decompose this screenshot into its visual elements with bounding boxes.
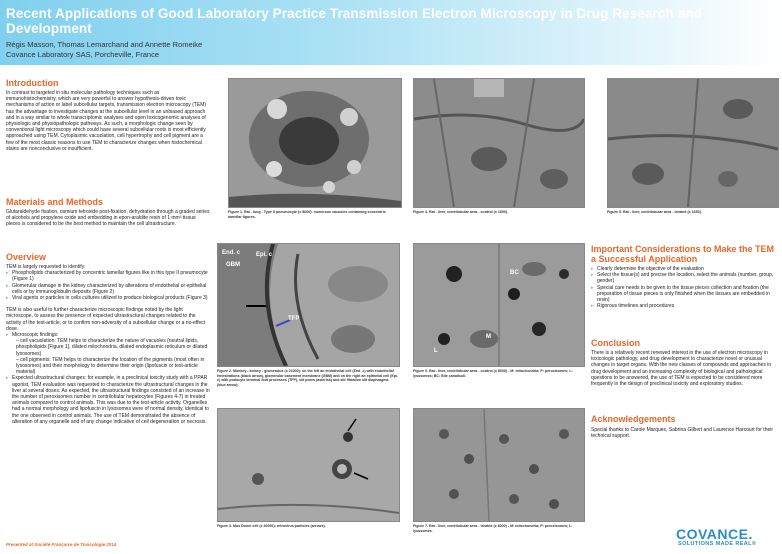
figure-4-micrograph bbox=[414, 79, 584, 207]
figure-2-label-endc: End. c bbox=[222, 250, 241, 256]
overview-block bbox=[6, 264, 211, 425]
intro-text: In contrast to targeted in situ molecular pathology techniques such as immunohistochemistry, which are very powerful to answer hypothesis-driven toxic mechanisms of action or label subcellular targets, transmission electron microscopy (TEM) has the advantage to investigate changes at the subcellular level in an unbiased approach and in a way similar to whole transcriptomic analyses and open toxicogenomic analyses of physiologic and physiopathologic pathways. As such, a morphologic change seen by conventional light microscopy which could have several subcellular roots is most efficiently approached using TEM. Cytoplasmic vacuolation, cell hypertrophy and cell pigment are a few of the most classic reasons to use TEM to characterize changes when histochemical stains are nonconclusive or insufficient. bbox=[6, 90, 207, 152]
sub-item: – cell vacuolation: TEM helps to characterize the nature of vacuoles (neutral lipids, phospholipids [Figure 1], dilated mitochondria, dilated endoplasmic reticulum or dilated lysosomes) bbox=[16, 338, 208, 357]
figure-7-image bbox=[413, 408, 585, 522]
affiliation: Covance Laboratory SAS, Porcheville, France bbox=[6, 49, 159, 59]
figure-1-micrograph bbox=[229, 79, 401, 207]
covance-logo bbox=[676, 527, 776, 551]
authors-block bbox=[6, 40, 202, 59]
overview-bullet: ▸ Expected ultrastructural changes: for example, in a preclinical toxicity study with a PPAR agonist, TEM evaluation was requested to characterize the ultrastructural changes in the liver at several doses. As expected, the ultrastructural findings consisted of an increase in the number of peroxisomes number in centrilobular hepatocytes (Figures 4-7) in treated animals compared to control animals. This was due to the test-article activity. Organelles had a normal morphology and lipofuscin in lysosomes were of normal density, identical to the one observed in control animals. The use of TEM demonstrated the absence of alteration of any organelle and of any change indicative of cell degeneration or necrosis. bbox=[6, 375, 211, 425]
logo-tagline: SOLUTIONS MADE REAL® bbox=[678, 541, 757, 547]
poster-title: Recent Applications of Good Laboratory Practice Transmission Electron Microscopy in Drug Research and Development bbox=[6, 6, 703, 36]
figure-7-caption: Figure 7. Rat - liver, centrilobular area - treated (x 8000) - M: mitochondria; P: peroxisomes; L: lysosomes. bbox=[413, 524, 573, 533]
overview-para2: TEM is also useful to further characterize microscopic findings noted by the light microscope, to assess the presence of expected ultrastructural changes related to the activity of the test-article, or to confirm non-adversity of a subcellular change or a no-effect dose. bbox=[6, 307, 206, 332]
overview-heading: Overview bbox=[6, 252, 47, 262]
footer-note: Presented at Société Française de Toxicologie 2014 bbox=[6, 542, 117, 547]
figure-5-image bbox=[607, 78, 779, 208]
figure-6-label-l: L bbox=[434, 348, 438, 354]
figure-4-image bbox=[413, 78, 585, 208]
intro-heading: Introduction bbox=[6, 78, 59, 88]
overview-bullet bbox=[6, 332, 211, 375]
overview-intro: TEM is largely requested to identify: bbox=[6, 264, 86, 270]
figure-6-micrograph bbox=[414, 244, 584, 366]
considerations-bullet: ▸ Select the tissue(s) and precise the location, select the animals (number, group, gender) bbox=[591, 272, 777, 284]
conclusion-heading: Conclusion bbox=[591, 338, 640, 348]
figure-6-caption: Figure 6. Rat - liver, centrilobular area - control (x 8000) - M: mitochondria; P: peroxisomes; L: lysosomes; BC: Bile canaliculi. bbox=[413, 369, 573, 378]
sub-item: – cell pigments: TEM helps to characterize the location of the pigments (most often in lysosomes) and their morphology to determine their origin (lipofuscin or test-article material) bbox=[16, 356, 205, 376]
acknowledgements-heading: Acknowledgements bbox=[591, 414, 676, 424]
figure-2-caption: Figure 2. Monkey - kidney - glomerulus (x 21000): on the left an endothelial cell (End. c) with endothelial fenestrations (black arrow), glomerular basement membrane (GBM) and on the right an epithelial cell (Epi. c) with podocyte terminal foot processes (TFP), slit pores (asterisk) and slit filtration slit diaphragms (blue arrow). bbox=[217, 369, 398, 387]
figure-3-micrograph bbox=[218, 409, 399, 521]
figure-6-image bbox=[413, 243, 585, 367]
figure-5-micrograph bbox=[608, 79, 778, 207]
figure-2-micrograph bbox=[218, 244, 399, 366]
authors: Régis Masson, Thomas Lemarchand and Annette Romeike bbox=[6, 40, 203, 49]
logo-name: COVANCE. bbox=[676, 526, 753, 542]
considerations-bullet: ▸ Clearly determine the objective of the evaluation bbox=[591, 266, 777, 272]
acknowledgements-text: Special thanks to Carole Marques, Sabrina Gilbert and Laurence Harcourt for their technical support. bbox=[591, 427, 774, 440]
methods-heading: Materials and Methods bbox=[6, 197, 104, 207]
considerations-block bbox=[591, 266, 777, 309]
figure-2-label-tfp: TFP bbox=[288, 316, 300, 322]
figure-1-caption: Figure 1. Rat - lung - Type II pneumocyte (x 8000): numerous vacuoles containing concentric lamellar figures. bbox=[228, 210, 386, 219]
overview-bullets-2 bbox=[6, 332, 211, 425]
figure-3-caption: Figure 3. Mus Dunni cell (x 40000): retrovirus particles (arrows). bbox=[217, 524, 326, 528]
figure-6-label-bc: BC bbox=[510, 270, 519, 276]
considerations-bullets bbox=[591, 266, 777, 309]
figure-2-label-epic: Epi. c bbox=[256, 252, 273, 258]
figure-3-image bbox=[217, 408, 400, 522]
overview-bullet: ▸ Viral agents or particles in cells cultures utilized to produce biological products (Figure 3) bbox=[6, 295, 211, 301]
conclusion-text: There is a relatively recent renewed interest in the use of electron microscopy in toxicologic pathology, and drug development to characterize novel or unusual changes in target organs. With the new classes of compounds and approaches in drug development and an increasing complexity of biological and pathological questions to be answered, the use of TEM is expected to be considered more frequently in the design of preclinical toxicity and exploratory studies. bbox=[591, 350, 772, 388]
considerations-bullet: ▸ Rigorous timelines and procedures bbox=[591, 303, 777, 309]
figure-4-caption: Figure 4. Rat - liver, centrilobular area - control (x 1650). bbox=[413, 210, 509, 214]
considerations-heading: Important Considerations to Make the TEM a Successful Application bbox=[591, 244, 775, 264]
considerations-bullet: ▸ Special care needs to be given to the tissue pieces collection and fixation (the preparation of tissue pieces is only finished when the tissues are embedded in resin) bbox=[591, 285, 777, 304]
microscopic-findings-label: Microscopic findings: bbox=[12, 332, 59, 339]
figure-1-image bbox=[228, 78, 402, 208]
figure-2-image bbox=[217, 243, 400, 367]
figure-7-micrograph bbox=[414, 409, 584, 521]
figure-5-caption: Figure 5. Rat - liver, centrilobular area - treated (x 1650). bbox=[607, 210, 702, 214]
overview-bullet: ▸ Phospholipids characterized by concentric lamellar figures like in this type II pneumocyte (Figure 1) bbox=[6, 270, 211, 282]
overview-bullet: ▸ Glomerular damage in the kidney characterized by alterations of endothelial or epithelial cells or by immunoglobulin deposits (Figure 2) bbox=[6, 283, 211, 295]
overview-bullets bbox=[6, 270, 211, 301]
methods-text: Glutaraldehyde fixation, osmium tetroxide post-fixation, dehydration through a graded series of alcohols and propylene oxide and embedding in epon-araldite resin of 1 mm³ tissue pieces is considered to be the best method to maintain the cell ultrastructure. bbox=[6, 209, 210, 228]
figure-6-label-m: M bbox=[486, 334, 491, 340]
figure-2-label-gbm: GBM bbox=[226, 262, 240, 268]
